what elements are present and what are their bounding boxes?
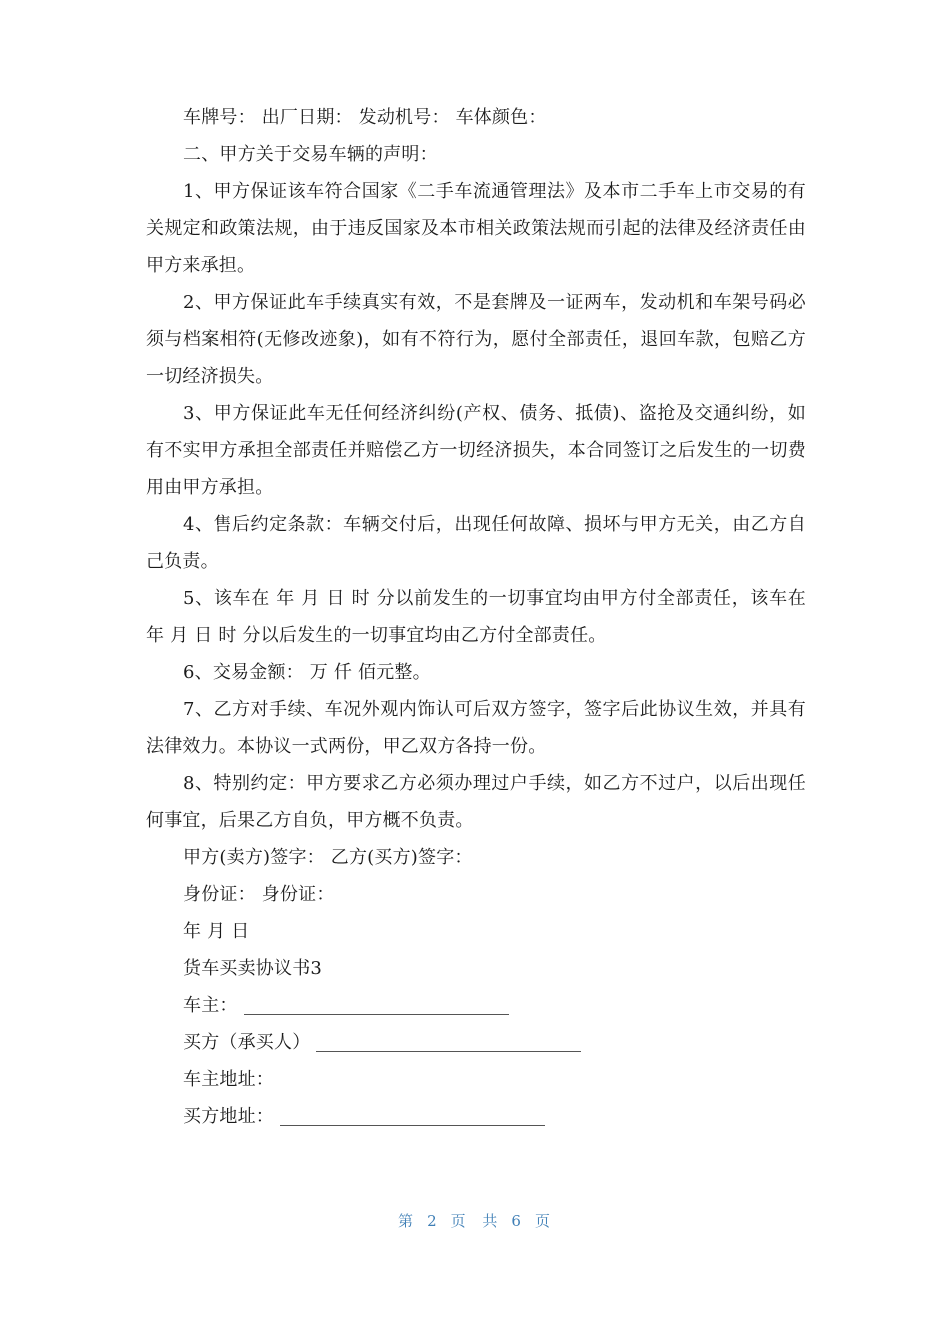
clause-6: 6、交易金额： 万 仟 佰元整。	[183, 662, 431, 683]
buyer-address-label: 买方地址：	[183, 1106, 274, 1127]
agreement-title: 货车买卖协议书3	[183, 958, 323, 979]
vehicle-info-line: 车牌号： 出厂日期： 发动机号： 车体颜色：	[183, 107, 547, 128]
clause-4: 4、售后约定条款：车辆交付后，出现任何故障、损坏与甲方无关，由乙方自己负责。	[146, 514, 806, 572]
buyer-field	[146, 1024, 806, 1061]
buyer-address-blank	[280, 1105, 545, 1126]
clause-3: 3、甲方保证此车无任何经济纠纷(产权、债务、抵债)、盗抢及交通纠纷，如有不实甲方承担全部责任并赔偿乙方一切经济损失，本合同签订之后发生的一切费用由甲方承担。	[146, 403, 806, 498]
signature-line: 甲方(卖方)签字： 乙方(买方)签字：	[183, 847, 473, 868]
buyer-blank	[316, 1031, 581, 1052]
owner-address-label: 车主地址：	[183, 1069, 274, 1090]
clause-1: 1、甲方保证该车符合国家《二手车流通管理法》及本市二手车上市交易的有关规定和政策法规，由于违反国家及本市相关政策法规而引起的法律及经济责任由甲方来承担。	[146, 181, 806, 276]
owner-address-field	[146, 1061, 806, 1098]
buyer-address-field	[146, 1098, 806, 1135]
clause-8: 8、特别约定：甲方要求乙方必须办理过户手续，如乙方不过户，以后出现任何事宜，后果乙方自负，甲方概不负责。	[146, 773, 806, 831]
footer-ye: 页	[534, 1212, 552, 1230]
footer-ye-gong: 页 共	[450, 1212, 500, 1230]
clause-5: 5、该车在 年 月 日 时 分以前发生的一切事宜均由甲方付全部责任，该车在 年 月 日 时 分以后发生的一切事宜均由乙方付全部责任。	[146, 588, 806, 646]
document-body	[146, 99, 806, 1135]
owner-field	[146, 987, 806, 1024]
clause-7: 7、乙方对手续、车况外观内饰认可后双方签字，签字后此协议生效，并具有法律效力。本协议一式两份，甲乙双方各持一份。	[146, 699, 806, 757]
page-footer	[0, 1210, 950, 1231]
date-line: 年 月 日	[183, 921, 250, 942]
total-pages: 6	[511, 1212, 523, 1230]
owner-blank	[244, 994, 509, 1015]
page-number: 2	[427, 1212, 439, 1230]
owner-label: 车主：	[183, 995, 238, 1016]
id-card-line: 身份证： 身份证：	[183, 884, 335, 905]
footer-di: 第	[398, 1212, 416, 1230]
clause-2: 2、甲方保证此车手续真实有效，不是套牌及一证两车，发动机和车架号码必须与档案相符(无修改迹象)，如有不符行为，愿付全部责任，退回车款，包赔乙方一切经济损失。	[146, 292, 806, 387]
buyer-label: 买方（承买人）	[183, 1032, 311, 1053]
section-heading: 二、甲方关于交易车辆的声明：	[183, 144, 438, 165]
